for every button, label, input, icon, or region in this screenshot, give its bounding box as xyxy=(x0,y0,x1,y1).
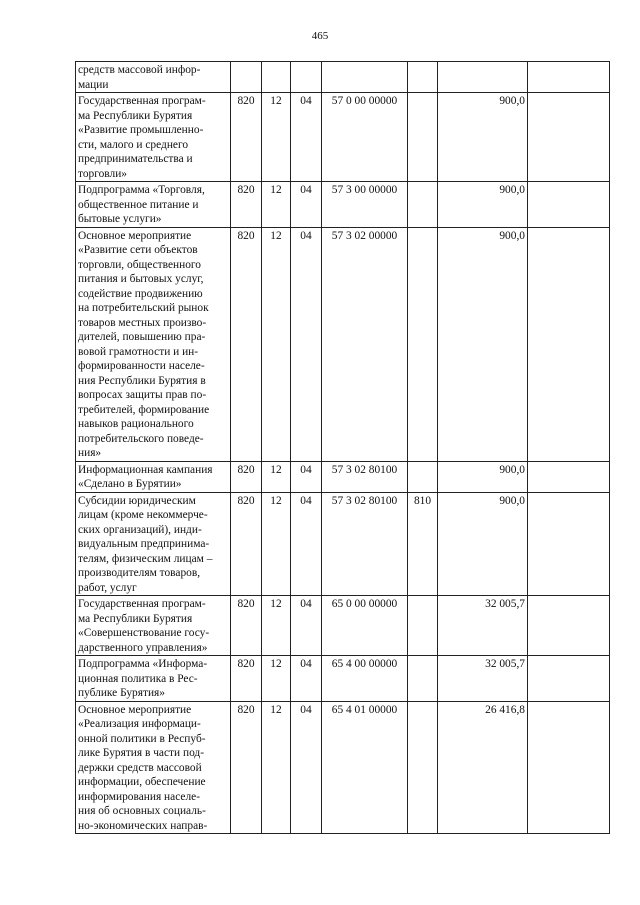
section-code-cell: 12 xyxy=(262,227,291,461)
description-line: предпринимательства и xyxy=(78,153,193,165)
ministry-code-cell: 820 xyxy=(231,93,262,182)
description-line: телям, физическим лицам – xyxy=(78,552,213,565)
description-line: лицам (кроме некоммерче- xyxy=(78,509,208,521)
description-line: «Развитие промышленно- xyxy=(78,124,204,136)
description-cell xyxy=(76,62,231,93)
description-line: видуальным предпринима- xyxy=(78,538,210,550)
empty-cell xyxy=(528,62,610,93)
description-line: сти, малого и среднего xyxy=(78,138,189,151)
description-line: ма Республики Бурятия xyxy=(78,612,193,625)
description-line: общественное питание и xyxy=(78,198,199,211)
table-row xyxy=(76,461,610,492)
description-line: «Реализация информаци- xyxy=(78,718,201,730)
subsection-code-cell: 04 xyxy=(291,492,322,596)
description-line: Подпрограмма «Торговля, xyxy=(78,184,205,196)
budget-table xyxy=(75,61,610,834)
expense-type-cell xyxy=(408,461,438,492)
expense-type-cell xyxy=(408,701,438,834)
description-line: держки средств массовой xyxy=(78,761,202,774)
target-article-cell: 65 4 01 00000 xyxy=(322,701,408,834)
description-cell xyxy=(76,701,231,834)
subsection-code-cell: 04 xyxy=(291,227,322,461)
table-body xyxy=(76,62,610,834)
section-code-cell: 12 xyxy=(262,93,291,182)
description-cell xyxy=(76,93,231,182)
target-article-cell: 57 3 02 00000 xyxy=(322,227,408,461)
description-line: производителям товаров, xyxy=(78,567,201,579)
table-row xyxy=(76,492,610,596)
description-line: Государственная програм- xyxy=(78,95,206,107)
subsection-code-cell: 04 xyxy=(291,656,322,702)
description-line: торговли» xyxy=(78,167,128,180)
description-line: средств массовой инфор- xyxy=(78,64,201,76)
section-code-cell: 12 xyxy=(262,461,291,492)
ministry-code-cell: 820 xyxy=(231,182,262,228)
description-line: публике Бурятия» xyxy=(78,687,165,699)
description-line: дителей, повышению пра- xyxy=(78,331,206,343)
description-line: Основное мероприятие xyxy=(78,703,192,716)
section-code-cell xyxy=(262,62,291,93)
subsection-code-cell: 04 xyxy=(291,701,322,834)
description-line: «Совершенствование госу- xyxy=(78,627,210,639)
subsection-code-cell: 04 xyxy=(291,596,322,656)
table-row xyxy=(76,182,610,228)
empty-cell xyxy=(528,656,610,702)
subsection-code-cell: 04 xyxy=(291,93,322,182)
ministry-code-cell xyxy=(231,62,262,93)
target-article-cell: 57 0 00 00000 xyxy=(322,93,408,182)
description-line: Субсидии юридическим xyxy=(78,494,196,507)
description-line: навыков рационального xyxy=(78,418,194,430)
ministry-code-cell: 820 xyxy=(231,701,262,834)
empty-cell xyxy=(528,227,610,461)
description-line: на потребительский рынок xyxy=(78,302,209,314)
expense-type-cell xyxy=(408,656,438,702)
description-line: товаров местных произво- xyxy=(78,316,207,329)
table-row xyxy=(76,62,610,93)
empty-cell xyxy=(528,461,610,492)
description-line: информирования населе- xyxy=(78,790,200,803)
description-line: торговли, общественного xyxy=(78,258,201,271)
description-line: Информационная кампания xyxy=(78,463,213,476)
empty-cell xyxy=(528,182,610,228)
amount-cell: 900,0 xyxy=(438,182,528,228)
table-row xyxy=(76,656,610,702)
description-line: бытовые услуги» xyxy=(78,213,162,225)
ministry-code-cell: 820 xyxy=(231,227,262,461)
description-line: мации xyxy=(78,78,109,91)
table-row xyxy=(76,596,610,656)
description-line: ния» xyxy=(78,447,102,459)
section-code-cell: 12 xyxy=(262,701,291,834)
description-line: ния об основных социаль- xyxy=(78,805,206,817)
section-code-cell: 12 xyxy=(262,492,291,596)
description-line: лике Бурятия в части под- xyxy=(78,747,205,759)
description-cell xyxy=(76,492,231,596)
description-line: потребительского поведе- xyxy=(78,432,204,445)
description-cell xyxy=(76,596,231,656)
description-line: вовой грамотности и ин- xyxy=(78,345,199,358)
section-code-cell: 12 xyxy=(262,596,291,656)
table-row xyxy=(76,93,610,182)
expense-type-cell: 810 xyxy=(408,492,438,596)
description-cell xyxy=(76,656,231,702)
description-line: Основное мероприятие xyxy=(78,229,192,242)
table-row xyxy=(76,227,610,461)
expense-type-cell xyxy=(408,93,438,182)
description-line: «Сделано в Бурятии» xyxy=(78,478,182,490)
target-article-cell: 57 3 02 80100 xyxy=(322,461,408,492)
amount-cell: 26 416,8 xyxy=(438,701,528,834)
target-article-cell: 65 0 00 00000 xyxy=(322,596,408,656)
description-line: требителей, формирование xyxy=(78,403,210,416)
expense-type-cell xyxy=(408,596,438,656)
description-line: но-экономических направ- xyxy=(78,819,208,832)
target-article-cell: 57 3 00 00000 xyxy=(322,182,408,228)
ministry-code-cell: 820 xyxy=(231,596,262,656)
description-line: ния Республики Бурятия в xyxy=(78,374,206,387)
description-line: питания и бытовых услуг, xyxy=(78,273,204,285)
section-code-cell: 12 xyxy=(262,182,291,228)
description-line: формированности населе- xyxy=(78,360,205,372)
description-line: Подпрограмма «Информа- xyxy=(78,658,208,670)
description-line: ционная политика в Рес- xyxy=(78,672,198,685)
amount-cell: 32 005,7 xyxy=(438,656,528,702)
target-article-cell: 57 3 02 80100 xyxy=(322,492,408,596)
description-cell xyxy=(76,461,231,492)
amount-cell: 32 005,7 xyxy=(438,596,528,656)
ministry-code-cell: 820 xyxy=(231,656,262,702)
description-cell xyxy=(76,227,231,461)
amount-cell: 900,0 xyxy=(438,93,528,182)
ministry-code-cell: 820 xyxy=(231,461,262,492)
section-code-cell: 12 xyxy=(262,656,291,702)
empty-cell xyxy=(528,492,610,596)
description-line: ских организаций), инди- xyxy=(78,523,202,536)
empty-cell xyxy=(528,596,610,656)
empty-cell xyxy=(528,701,610,834)
description-line: содействие продвижению xyxy=(78,287,203,300)
description-line: ма Республики Бурятия xyxy=(78,109,193,122)
description-line: работ, услуг xyxy=(78,581,137,594)
subsection-code-cell: 04 xyxy=(291,461,322,492)
empty-cell xyxy=(528,93,610,182)
amount-cell xyxy=(438,62,528,93)
description-line: вопросах защиты прав по- xyxy=(78,389,207,401)
expense-type-cell xyxy=(408,62,438,93)
ministry-code-cell: 820 xyxy=(231,492,262,596)
description-line: Государственная програм- xyxy=(78,598,206,610)
subsection-code-cell: 04 xyxy=(291,182,322,228)
description-line: информации, обеспечение xyxy=(78,776,206,788)
expense-type-cell xyxy=(408,227,438,461)
amount-cell: 900,0 xyxy=(438,227,528,461)
target-article-cell xyxy=(322,62,408,93)
subsection-code-cell xyxy=(291,62,322,93)
description-line: дарственного управления» xyxy=(78,641,208,654)
expense-type-cell xyxy=(408,182,438,228)
table-row xyxy=(76,701,610,834)
description-cell xyxy=(76,182,231,228)
description-line: «Развитие сети объектов xyxy=(78,244,198,256)
description-line: онной политики в Респуб- xyxy=(78,732,206,745)
target-article-cell: 65 4 00 00000 xyxy=(322,656,408,702)
page-number: 465 xyxy=(311,30,329,42)
amount-cell: 900,0 xyxy=(438,461,528,492)
amount-cell: 900,0 xyxy=(438,492,528,596)
